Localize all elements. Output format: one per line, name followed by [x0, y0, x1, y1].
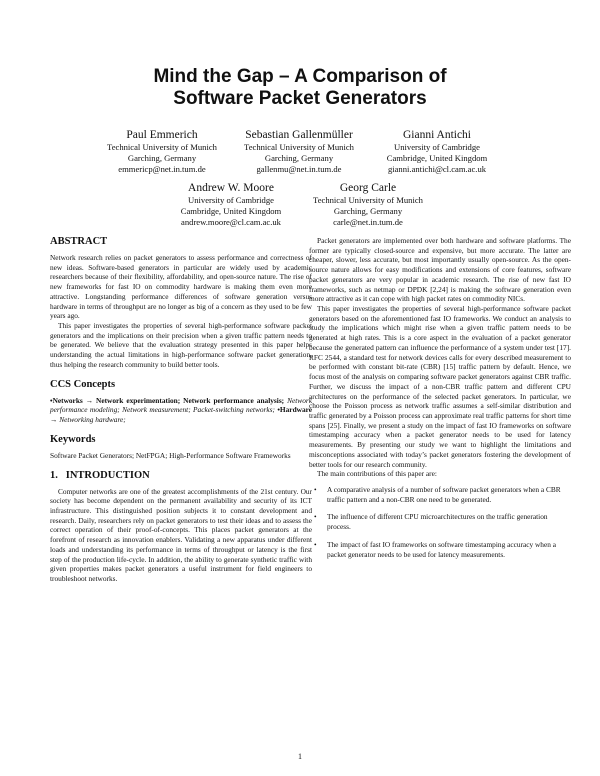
author-location: Garching, Germany [127, 152, 197, 163]
page-number: 1 [298, 752, 302, 761]
list-item-text: A comparative analysis of a number of software packet generators when a CBR traffic pattern and a non-CBR one need to be generated. [327, 484, 561, 504]
author-affiliation: Technical University of Munich [107, 142, 217, 152]
ccs-bold-networks: •Networks [50, 395, 83, 405]
author-block [352, 128, 522, 174]
body-paragraph: This paper investigates the properties of several high-performance software packet generators based on the aforementioned fast IO frameworks. We conduct an analysis to study the implications which might rise when a given traffic pattern needs to be generated at high rates. This is a core aspect in the evaluation of a packet generator because the generated pattern can influence the performance of a system under test [17]. RFC 2544, a standard test for network devices calls for every described measurement to be performed with constant bit-rate (CBR) [15] traffic pattern by default. Hence, we focus most of the analysis on comparing software packet generators against CBR traffic. Further, we discuss the impact of a non-CBR traffic pattern and different CPU architectures on the performance of the selected packet generators. In particular, we choose the Poisson process as network traffic assumes a self-similar distribution and traffic generated by a Poisson process can approximate real traffic patterns for short time spans [25]. Finally, we present a study on the impact of fast IO frameworks on software timestamping accuracy when a packet generator needs to be used for latency measurements. By presenting our study we want to highlight the limitations and misconceptions associated with today’s packet generators fostering the development of better tools for our research community. [309, 304, 571, 469]
list-item [309, 512, 571, 531]
title-line-2: Software Packet Generators [173, 88, 427, 109]
body-paragraph: The main contributions of this paper are: [317, 469, 437, 479]
ccs-bold-experimentation: Network experimentation; Network performance analysis; [96, 395, 285, 405]
author-name: Gianni Antichi [402, 129, 472, 141]
author-affiliation: Technical University of Munich [244, 142, 354, 152]
author-email: emmericp@net.in.tum.de [118, 163, 206, 174]
abstract-paragraph: Network research relies on packet generators to assess performance and correctness of new ideas. Software-based generators in particular are widely used by academic researchers because of their flexibility, affordability, and open-source nature. The rise of new frameworks for fast IO on commodity hardware is making them even more attractive. Longstanding performance differences of software generation versus hardware in terms of throughput are no longer as big of a concern as they used to be few years ago. [50, 253, 312, 321]
author-email: gallenmu@net.in.tum.de [256, 163, 342, 174]
author-location: Cambridge, United Kingdom [386, 152, 488, 163]
author-email: carle@net.in.tum.de [333, 216, 403, 227]
author-email: gianni.antichi@cl.cam.ac.uk [387, 163, 487, 174]
list-item [309, 485, 571, 504]
contributions-list [309, 485, 571, 559]
ccs-italic-concepts: Network performance modeling; Network measurement; Packet-switching networks; [50, 395, 312, 415]
author-affiliation: Technical University of Munich [313, 195, 423, 205]
list-item-text: The impact of fast IO frameworks on software timestamping accuracy when a packet generator needs to be used for latency measurements. [327, 539, 556, 559]
title-line-1: Mind the Gap – A Comparison of [153, 66, 447, 87]
author-affiliation: University of Cambridge [394, 142, 480, 152]
paper-title [0, 66, 600, 110]
left-column [50, 236, 312, 584]
ccs-arrow: → [82, 395, 97, 405]
author-name: Sebastian Gallenmüller [245, 129, 353, 141]
author-affiliation: University of Cambridge [188, 195, 274, 205]
abstract-heading: ABSTRACT [50, 236, 108, 247]
bullet-icon: • [314, 484, 317, 494]
ccs-bold-hardware: •Hardware [274, 405, 313, 415]
introduction-heading: 1. INTRODUCTION [50, 469, 150, 481]
list-item-text: The influence of different CPU microarchitectures on the traffic generation process. [327, 512, 548, 532]
keywords-text: Software Packet Generators; NetFPGA; High-Performance Software Frameworks [50, 450, 291, 460]
author-name: Paul Emmerich [126, 129, 198, 141]
keywords-heading: Keywords [50, 433, 96, 445]
introduction-paragraph: Computer networks are one of the greatest accomplishments of the 21st century. Our society has become dependent on the permanent availability and security of its ICT infrastructure. This distinguished position subjects it to constant development and research. Daily, researchers rely on packet generators to test their ideas and to assess the correct operation of their proof-of-concepts. This places packet generators at the forefront of research as innovation enablers. Validating a new apparatus under different loads and understanding its performance in terms of throughput or latency is the first step of the production life-cycle. In addition, the ability to generate synthetic traffic with given properties makes packet generators a useful instrument for field engineers to troubleshoot networks. [50, 486, 312, 583]
bullet-icon: • [314, 539, 317, 549]
bullet-icon: • [314, 512, 317, 522]
list-item [309, 540, 571, 559]
author-location: Garching, Germany [264, 152, 334, 163]
body-paragraph: Packet generators are implemented over both hardware and software platforms. The former are typically closed-source and expensive, but more accurate. The latter are cheaper, slower, less accurate, but most importantly usually open-source. As the open-source nature allows for easy modifications and extensions of core features, software packet generators are very popular in academic research. The rise of new fast IO frameworks, such as netmap or DPDK [2,24] is making the software generation even more attractive as it can cope with high packet rates on commodity NICs. [309, 236, 571, 304]
author-location: Cambridge, United Kingdom [180, 205, 282, 216]
ccs-heading: CCS Concepts [50, 378, 116, 390]
ccs-arrow: → [50, 415, 60, 425]
author-name: Georg Carle [339, 182, 397, 194]
ccs-italic-hardware: Networking hardware; [59, 415, 126, 425]
author-block [283, 181, 453, 227]
ccs-concepts [50, 396, 312, 425]
right-column [309, 236, 571, 567]
author-name: Andrew W. Moore [188, 182, 274, 194]
author-email: andrew.moore@cl.cam.ac.uk [181, 216, 281, 227]
author-location: Garching, Germany [333, 205, 403, 216]
abstract-paragraph: This paper investigates the properties of several high-performance software packet generators and the implications on their precision when a given traffic pattern needs to be generated. We believe that the evaluation strategy presented in this paper helps understanding the actual limitations in high-performance software packet generation, thus helping the research community to build better tools. [50, 321, 312, 369]
